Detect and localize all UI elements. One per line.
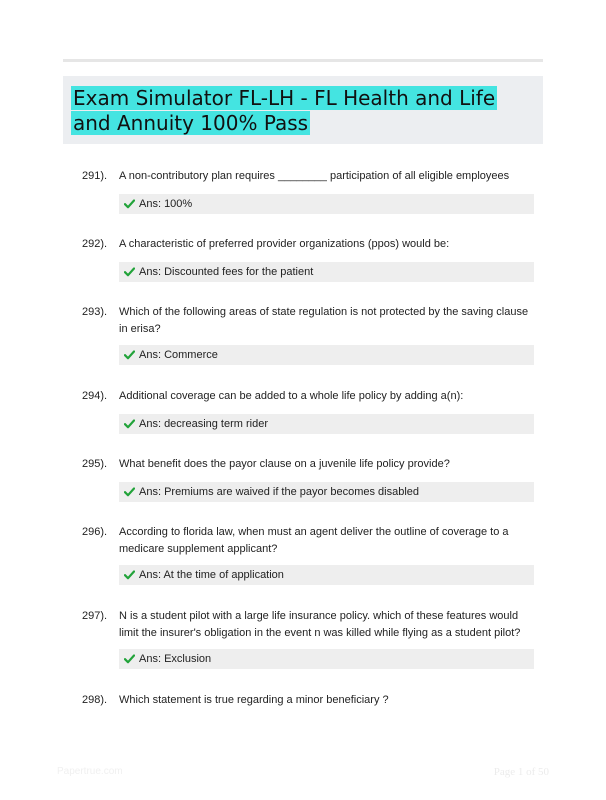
answer-box	[119, 345, 534, 365]
question-text: Which statement is true regarding a minor beneficiary ?	[119, 694, 389, 706]
question-number: 298).	[82, 694, 108, 706]
question-number: 292).	[82, 238, 108, 250]
question-number: 291).	[82, 170, 108, 182]
question-number: 293).	[82, 306, 108, 318]
question-text: According to florida law, when must an agent deliver the outline of coverage to a medicare supplement applicant?	[119, 526, 509, 555]
question-text: A characteristic of preferred provider organizations (ppos) would be:	[119, 238, 450, 250]
answer-text: Ans: 100%	[139, 198, 193, 210]
answer-box	[119, 194, 534, 214]
question-text: N is a student pilot with a large life insurance policy. which of these features would limit the insurer's obligation in the event n was killed while flying as a student pilot?	[119, 610, 521, 639]
answer-text: Ans: At the time of application	[139, 569, 284, 581]
check-icon	[124, 199, 135, 209]
document-title-text: Exam Simulator FL-LH - FL Health and Life and Annuity 100% Pass	[73, 86, 496, 135]
question-text: A non-contributory plan requires ________ participation of all eligible employees	[119, 170, 510, 182]
answer-box	[119, 262, 534, 282]
check-icon	[124, 487, 135, 497]
question-text: Which of the following areas of state regulation is not protected by the saving clause in erisa?	[119, 306, 529, 335]
page-number: Page 1 of 50	[493, 766, 549, 778]
question-number: 295).	[82, 458, 108, 470]
question-number: 296).	[82, 526, 108, 538]
answer-text: Ans: Premiums are waived if the payor becomes disabled	[139, 486, 420, 498]
check-icon	[124, 570, 135, 580]
check-icon	[124, 350, 135, 360]
answer-text: Ans: Discounted fees for the patient	[139, 266, 314, 278]
question-text: Additional coverage can be added to a whole life policy by adding a(n):	[119, 390, 464, 402]
check-icon	[124, 419, 135, 429]
check-icon	[124, 654, 135, 664]
answer-text: Ans: Exclusion	[139, 653, 212, 665]
answer-text: Ans: Commerce	[139, 349, 218, 361]
question-text: What benefit does the payor clause on a juvenile life policy provide?	[119, 458, 450, 470]
answer-box	[119, 414, 534, 434]
question-number: 297).	[82, 610, 108, 622]
answer-box	[119, 649, 534, 669]
footer-watermark: Papertrue.com	[57, 766, 123, 777]
question-number: 294).	[82, 390, 108, 402]
answer-text: Ans: decreasing term rider	[139, 418, 268, 430]
answer-box	[119, 565, 534, 585]
answer-box	[119, 482, 534, 502]
check-icon	[124, 267, 135, 277]
